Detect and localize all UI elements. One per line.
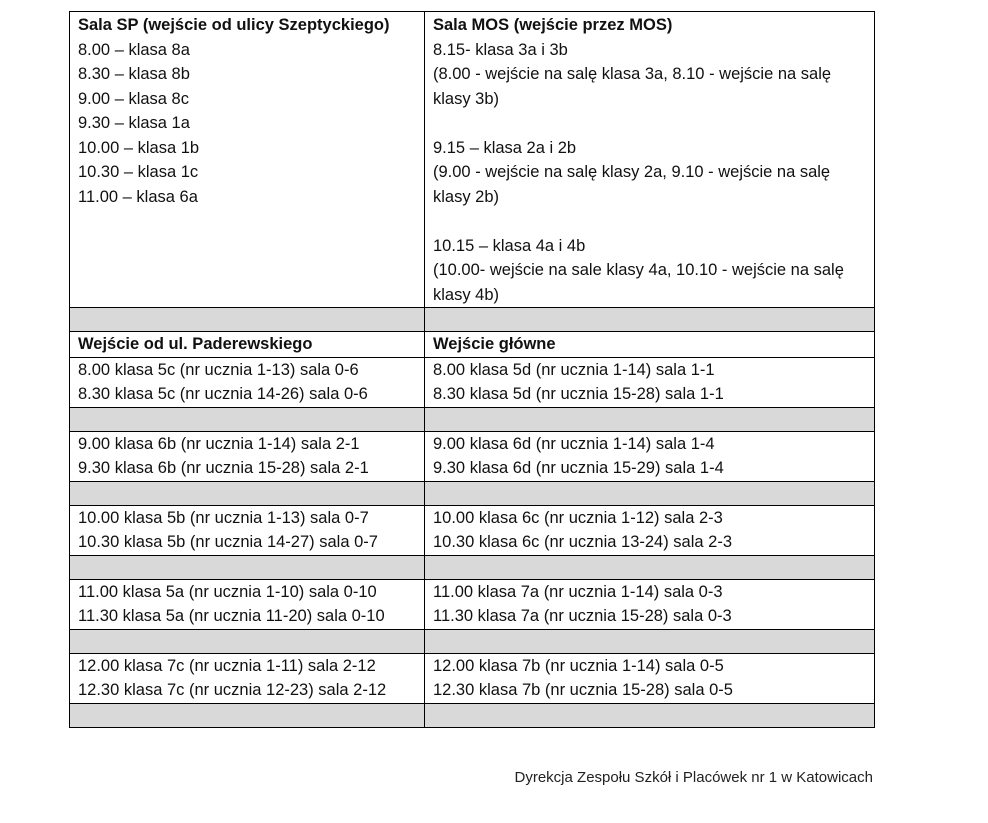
table-row: [70, 505, 875, 555]
sala-sp-cell: [70, 12, 425, 308]
mos-group-note: (8.00 - wejście na salę klasa 3a, 8.10 - wejście na salę klasy 3b): [433, 65, 832, 108]
table-row: [70, 357, 875, 407]
schedule-entry: 12.00 klasa 7b (nr ucznia 1-14) sala 0-5: [433, 656, 724, 675]
schedule-entry: 12.30 klasa 7c (nr ucznia 12-23) sala 2-12: [78, 681, 387, 699]
schedule-table: [69, 11, 875, 728]
paderewskiego-heading: Wejście od ul. Paderewskiego: [70, 332, 425, 358]
schedule-entry: 11.30 klasa 5a (nr ucznia 11-20) sala 0-10: [78, 607, 385, 625]
top-section-row: [70, 12, 875, 308]
schedule-entry: 8.00 klasa 5c (nr ucznia 1-13) sala 0-6: [78, 360, 359, 379]
table-row: [70, 579, 875, 629]
separator-row: [70, 308, 875, 332]
table-row: [70, 653, 875, 703]
separator-row: [70, 555, 875, 579]
sala-mos-cell: [425, 12, 875, 308]
spacer: [433, 209, 866, 234]
schedule-entry: 12.00 klasa 7c (nr ucznia 1-11) sala 2-12: [78, 656, 376, 675]
schedule-entry: 9.00 klasa 6d (nr ucznia 1-14) sala 1-4: [433, 434, 715, 453]
schedule-entry: 9.30 klasa 6b (nr ucznia 15-28) sala 2-1: [78, 459, 369, 477]
separator-row: [70, 407, 875, 431]
mos-group-time: 8.15- klasa 3a i 3b: [433, 40, 568, 59]
schedule-entry: 11.00 klasa 5a (nr ucznia 1-10) sala 0-10: [78, 582, 377, 601]
mos-group-time: 10.15 – klasa 4a i 4b: [433, 236, 586, 255]
list-item: 8.00 – klasa 8a: [78, 40, 190, 59]
spacer: [433, 111, 866, 136]
schedule-entry: 8.30 klasa 5d (nr ucznia 15-28) sala 1-1: [433, 385, 724, 403]
schedule-entry: 10.30 klasa 5b (nr ucznia 14-27) sala 0-7: [78, 533, 378, 551]
separator-row: [70, 629, 875, 653]
list-item: 9.30 – klasa 1a: [78, 114, 190, 132]
mos-group-time: 9.15 – klasa 2a i 2b: [433, 138, 577, 157]
sala-mos-heading: Sala MOS (wejście przez MOS): [433, 16, 673, 34]
schedule-entry: 11.00 klasa 7a (nr ucznia 1-14) sala 0-3: [433, 582, 723, 601]
schedule-entry: 10.00 klasa 6c (nr ucznia 1-12) sala 2-3: [433, 508, 723, 527]
schedule-entry: 9.00 klasa 6b (nr ucznia 1-14) sala 2-1: [78, 434, 360, 453]
separator-row: [70, 703, 875, 727]
schedule-entry: 8.30 klasa 5c (nr ucznia 14-26) sala 0-6: [78, 385, 368, 403]
schedule-entry: 8.00 klasa 5d (nr ucznia 1-14) sala 1-1: [433, 360, 715, 379]
schedule-entry: 12.30 klasa 7b (nr ucznia 15-28) sala 0-5: [433, 681, 733, 699]
main-entrance-heading: Wejście główne: [425, 332, 875, 358]
footer-signature: Dyrekcja Zespołu Szkół i Placówek nr 1 w Katowicach: [514, 769, 873, 786]
list-item: 10.30 – klasa 1c: [78, 163, 199, 181]
separator-row: [70, 481, 875, 505]
entrance-header-row: [70, 332, 875, 358]
list-item: 11.00 – klasa 6a: [78, 187, 198, 206]
list-item: 8.30 – klasa 8b: [78, 65, 190, 83]
schedule-entry: 10.00 klasa 5b (nr ucznia 1-13) sala 0-7: [78, 508, 369, 527]
table-row: [70, 431, 875, 481]
schedule-entry: 11.30 klasa 7a (nr ucznia 15-28) sala 0-3: [433, 607, 732, 625]
list-item: 9.00 – klasa 8c: [78, 89, 189, 108]
mos-group-note: (9.00 - wejście na salę klasy 2a, 9.10 - wejście na salę klasy 2b): [433, 163, 831, 206]
mos-group-note: (10.00- wejście na sale klasy 4a, 10.10 - wejście na salę klasy 4b): [433, 261, 844, 304]
schedule-entry: 10.30 klasa 6c (nr ucznia 13-24) sala 2-3: [433, 533, 732, 551]
schedule-entry: 9.30 klasa 6d (nr ucznia 15-29) sala 1-4: [433, 459, 724, 477]
list-item: 10.00 – klasa 1b: [78, 138, 200, 157]
sala-sp-heading: Sala SP (wejście od ulicy Szeptyckiego): [78, 16, 390, 34]
